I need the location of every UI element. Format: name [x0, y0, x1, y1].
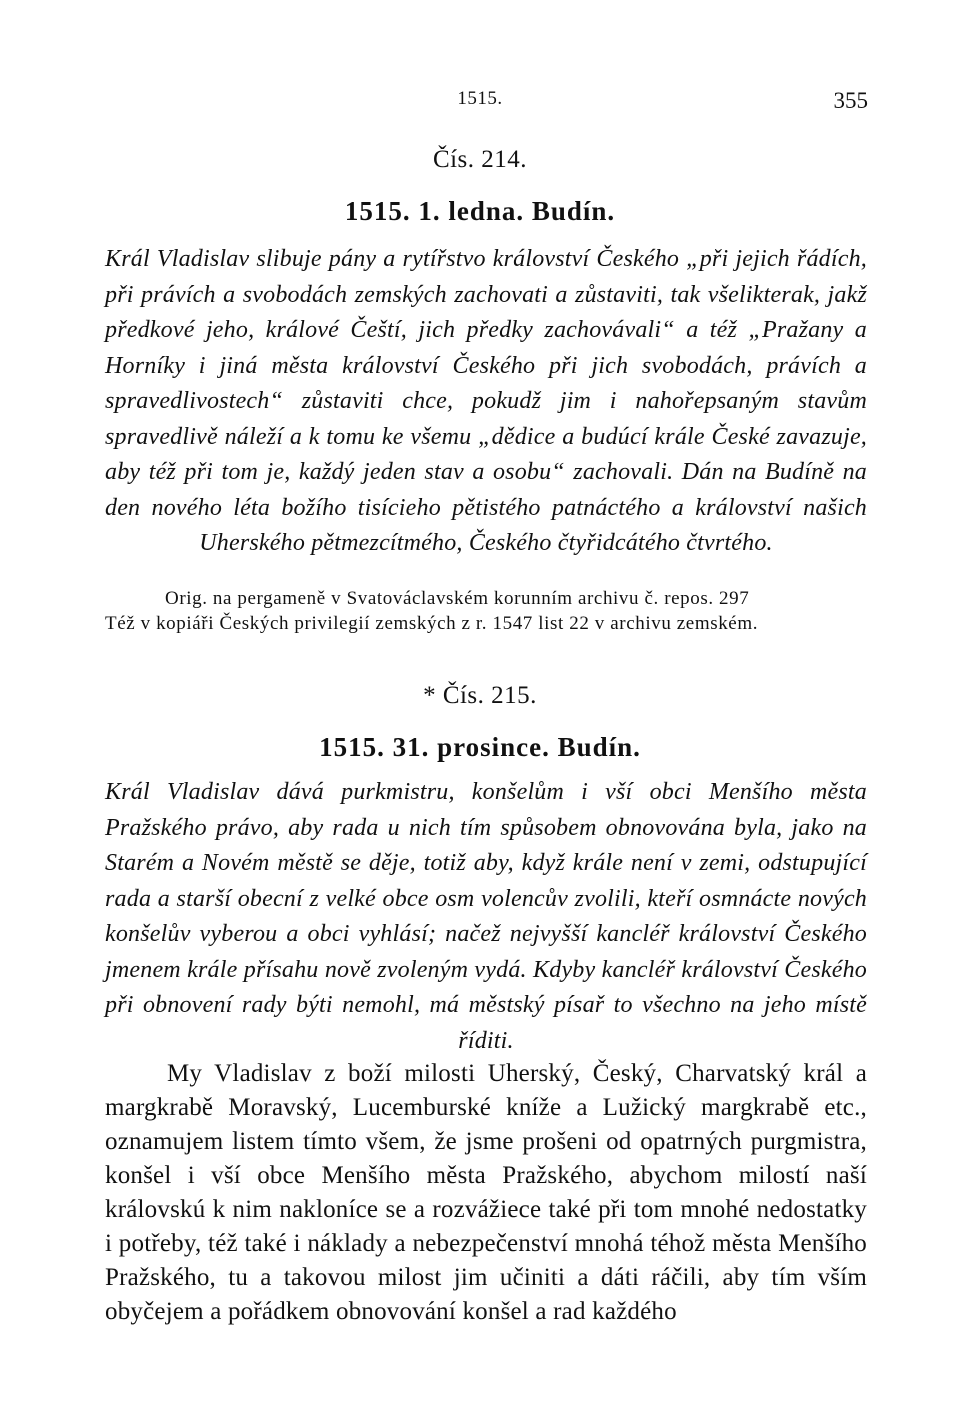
document-date-place: 1515. 1. ledna. Budín.	[344, 196, 616, 226]
running-header-year: 1515.	[457, 88, 503, 109]
document-date-place: 1515. 31. prosince. Budín.	[319, 732, 641, 762]
document-regest: Král Vladislav dává purkmistru, konšelům i vší obci Menšího města Pražského právo, aby rada u nich tím spůsobem obnovována byla, jako na Starém a Novém městě se děje, totiž aby, když krále není v zemi, odstupující rada a starší obecní z velké obce osm volencův zvolili, kteří osmnácte nových konšelův vyberou a obci vyhlásí; načež nejvyšší kancléř království Českého jmenem krále přísahu nově zvoleným vydá. Kdyby kancléř království Českého při obnovení rady býti nemohl, má městský písař to všechno na jeho místě říditi.	[105, 779, 867, 1054]
document-source-note	[105, 586, 867, 636]
page-number: 355	[833, 88, 868, 113]
source-line: Orig. na pergameně v Svatováclavském korunním archivu č. repos. 297	[165, 588, 750, 609]
document-body-text: My Vladislav z boží milosti Uherský, Český, Charvatský král a margkrabě Moravský, Lucemburské kníže a Lužický margkrabě etc., oznamujem listem tímto všem, že jsme prošeni od opatrných purgmistra, konšel i vší obce Menšího města Pražského, abychom milostí naší královskú k nim nakloníce se a rozvážiece také při tom mnohé nedostatky i potřeby, též také i náklady a nebezpečenství mnohá téhož města Menšího Pražského, tu a takovou milost jim učiniti a dáti ráčili, aby tím vším obyčejem a pořádkem obnovování konšel a rad každého	[105, 1060, 867, 1325]
document-number: Čís. 214.	[432, 146, 528, 173]
source-line: Též v kopiáři Českých privilegií zemských z r. 1547 list 22 v archivu zemském.	[105, 613, 759, 634]
document-number: * Čís. 215.	[423, 682, 537, 709]
document-regest: Král Vladislav slibuje pány a rytířstvo království Českého „při jejich řádích, při právích a svobodách zemských zachovati a zůstaviti, tak všelikterak, jakž předkové jeho, králové Čeští, jich předky zachovávali“ a též „Pražany a Horníky i jiná města království Českého při jich svobodách, právích a spravedlivostech“ zůstaviti chce, pokudž jim i nahořepsaným stavům spravedlivě náleží a k tomu ke všemu „dědice a budúcí krále České zavazuje, aby též při tom je, každý jeden stav a osobu“ zachovali. Dán na Budíně na den nového léta božího tisícieho pětistého patnáctého a království našich Uherského pětmezcítmého, Českého čtyřidcátého čtvrtého.	[105, 246, 867, 556]
